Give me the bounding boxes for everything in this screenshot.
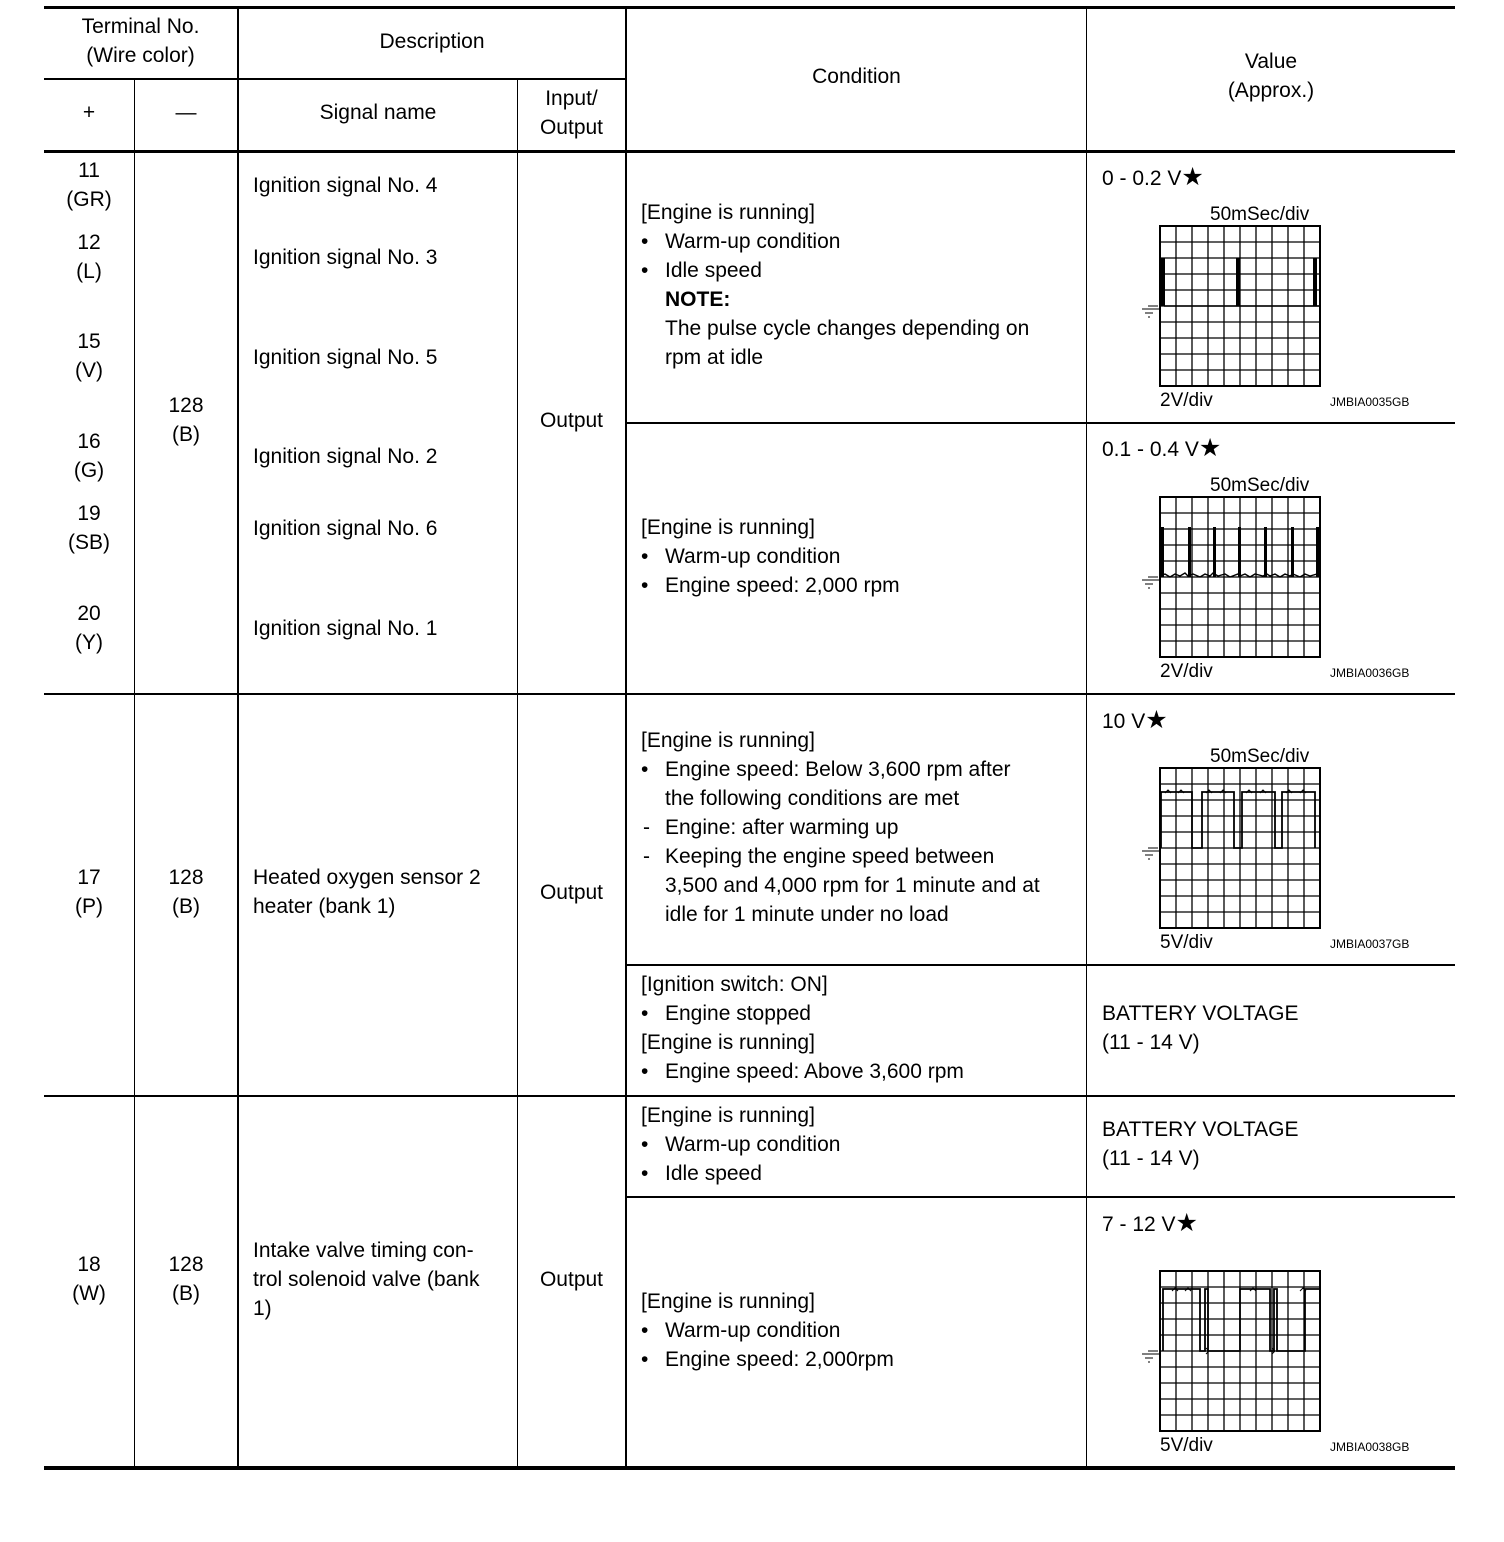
- terminal-18: [44, 1250, 134, 1308]
- ivt-io: Output: [539, 1268, 604, 1291]
- figure-code: JMBIA0035GB: [1330, 395, 1410, 409]
- condition-bullet: • Warm-up condition: [641, 1316, 894, 1345]
- terminal-19: [44, 499, 134, 557]
- header-io-line2: Output: [539, 116, 604, 139]
- wire-color: (SB): [68, 531, 110, 554]
- col-line-cond: [625, 6, 627, 1468]
- value-text: 0.1 - 0.4 V: [1102, 438, 1199, 461]
- ignition-condition-1: [641, 198, 1029, 372]
- condition-bullet: • Engine speed: 2,000rpm: [641, 1345, 894, 1374]
- condition-head: [Engine is running]: [641, 201, 815, 224]
- value-text: BATTERY VOLTAGE: [1102, 1002, 1299, 1025]
- header-value-line2: (Approx.): [1227, 79, 1315, 102]
- signal-ignition-3: Ignition signal No. 3: [253, 246, 438, 269]
- ignition-minus-terminal: [135, 391, 237, 449]
- ivt-condition-2: [641, 1287, 894, 1374]
- ivt-value-1: [1102, 1115, 1298, 1173]
- wire-color: (B): [172, 895, 200, 918]
- signal-ignition-6: Ignition signal No. 6: [253, 517, 438, 540]
- header-minus: —: [175, 101, 197, 124]
- figure-code: JMBIA0038GB: [1330, 1440, 1410, 1454]
- value-text: BATTERY VOLTAGE: [1102, 1118, 1299, 1141]
- ignition-condition-2: [641, 513, 900, 600]
- condition-continuation: 3,500 and 4,000 rpm for 1 minute and at: [665, 874, 1040, 897]
- value-text: 7 - 12 V: [1102, 1213, 1176, 1236]
- signal-ignition-4: Ignition signal No. 4: [253, 174, 438, 197]
- scope-time-label: 50mSec/div: [1210, 746, 1310, 767]
- heater-io: Output: [539, 881, 604, 904]
- condition-note-label: NOTE:: [665, 288, 731, 311]
- terminal-12: [44, 228, 134, 286]
- signal-line: Intake valve timing con-: [253, 1239, 474, 1262]
- header-signal-name: Signal name: [319, 101, 437, 124]
- terminal-number: 17: [77, 866, 101, 889]
- condition-bullet: • Idle speed: [641, 1159, 840, 1188]
- terminal-17: [44, 863, 134, 921]
- scope-volt-label: 2V/div: [1160, 390, 1213, 411]
- row-divider-1: [44, 693, 1455, 695]
- condition-note-text: rpm at idle: [665, 346, 764, 369]
- terminal-number: 18: [77, 1253, 101, 1276]
- condition-dash: - Keeping the engine speed between: [641, 842, 1040, 871]
- condition-note-text: The pulse cycle changes depending on: [665, 317, 1030, 340]
- ivt-value-2: [1102, 1209, 1198, 1239]
- row-divider-2: [44, 1095, 1455, 1097]
- scope-volt-label: 5V/div: [1160, 932, 1213, 953]
- value-text: (11 - 14 V): [1102, 1147, 1200, 1170]
- waveform-ignition-idle: [1130, 199, 1440, 414]
- signal-line: heater (bank 1): [253, 895, 396, 918]
- header-bottom-line: [44, 150, 1455, 153]
- condition-bullet: • Warm-up condition: [641, 1130, 840, 1159]
- condition-bullet: • Engine speed: Below 3,600 rpm after: [641, 755, 1040, 784]
- ivt-condition-1: [641, 1101, 840, 1188]
- wire-color: (W): [72, 1282, 106, 1305]
- header-terminal-no: [44, 12, 237, 70]
- condition-bullet: • Warm-up condition: [641, 542, 900, 571]
- condition-head: [Engine is running]: [641, 729, 815, 752]
- signal-heater: [253, 863, 481, 921]
- value-text: 10 V: [1102, 710, 1146, 733]
- scope-time-label: 50mSec/div: [1210, 475, 1310, 496]
- heater-value-1: [1102, 706, 1168, 736]
- terminal-number: 15: [77, 330, 101, 353]
- condition-dash: - Engine: after warming up: [641, 813, 1040, 842]
- condition-bullet: • Engine speed: 2,000 rpm: [641, 571, 900, 600]
- header-condition: Condition: [812, 65, 901, 88]
- heater-minus-terminal: [135, 863, 237, 921]
- star-icon: ★: [1175, 1209, 1198, 1237]
- wire-color: (V): [75, 359, 103, 382]
- terminal-number: 19: [77, 502, 101, 525]
- condition-head: [Ignition switch: ON]: [641, 973, 828, 996]
- star-icon: ★: [1181, 163, 1204, 191]
- signal-line: 1): [253, 1297, 272, 1320]
- condition-continuation: the following conditions are met: [665, 787, 960, 810]
- condition-head: [Engine is running]: [641, 1290, 815, 1313]
- terminal-number: 20: [77, 602, 101, 625]
- wire-color: (B): [172, 1282, 200, 1305]
- col-line-io: [517, 80, 518, 1468]
- header-input-output: [518, 84, 625, 142]
- terminal-number: 128: [168, 866, 204, 889]
- signal-ignition-1: Ignition signal No. 1: [253, 617, 438, 640]
- terminal-number: 12: [77, 231, 101, 254]
- header-value: [1087, 47, 1455, 105]
- table-bottom-border: [44, 1466, 1455, 1470]
- terminal-number: 128: [168, 394, 204, 417]
- header-terminal-line2: (Wire color): [86, 44, 195, 67]
- value-text: 0 - 0.2 V: [1102, 167, 1182, 190]
- signal-ignition-5: Ignition signal No. 5: [253, 346, 438, 369]
- terminal-20: [44, 599, 134, 657]
- scope-volt-label: 5V/div: [1160, 1435, 1213, 1456]
- condition-head: [Engine is running]: [641, 1104, 815, 1127]
- terminal-number: 16: [77, 430, 101, 453]
- table-top-border: [44, 6, 1455, 9]
- sub-divider-ivt: [626, 1196, 1455, 1198]
- terminal-number: 128: [168, 1253, 204, 1276]
- heater-condition-2: [641, 970, 964, 1086]
- heater-value-2: [1102, 999, 1298, 1057]
- waveform-ivt: [1130, 1244, 1440, 1459]
- header-io-line1: Input/: [545, 87, 598, 110]
- star-icon: ★: [1145, 706, 1168, 734]
- wire-color: (B): [172, 423, 200, 446]
- condition-bullet: • Engine stopped: [641, 999, 964, 1028]
- wire-color: (G): [73, 459, 105, 482]
- wire-color: (Y): [75, 631, 103, 654]
- sub-divider-heater: [626, 964, 1455, 966]
- figure-code: JMBIA0037GB: [1330, 937, 1410, 951]
- header-value-line1: Value: [1244, 50, 1298, 73]
- signal-ignition-2: Ignition signal No. 2: [253, 445, 438, 468]
- header-description: Description: [379, 30, 485, 53]
- ignition-io: Output: [539, 409, 604, 432]
- waveform-ignition-2000rpm: [1130, 470, 1440, 685]
- sub-divider-ign: [626, 422, 1455, 424]
- header-mid-line: [44, 78, 626, 80]
- scope-time-label: 50mSec/div: [1210, 204, 1310, 225]
- col-line-value: [1086, 6, 1087, 1468]
- signal-line: Heated oxygen sensor 2: [253, 866, 481, 889]
- header-plus: +: [82, 101, 96, 124]
- wire-color: (GR): [66, 188, 112, 211]
- waveform-heater: [1130, 741, 1440, 956]
- ignition-value-1: [1102, 163, 1204, 193]
- star-icon: ★: [1198, 434, 1222, 462]
- condition-bullet: • Warm-up condition: [641, 227, 1029, 256]
- terminal-16: [44, 427, 134, 485]
- condition-continuation: idle for 1 minute under no load: [665, 903, 949, 926]
- figure-code: JMBIA0036GB: [1330, 666, 1410, 680]
- terminal-number: 11: [78, 159, 100, 182]
- ignition-value-2: [1102, 434, 1221, 464]
- condition-bullet: • Engine speed: Above 3,600 rpm: [641, 1057, 964, 1086]
- wire-color: (P): [75, 895, 103, 918]
- signal-line: trol solenoid valve (bank: [253, 1268, 480, 1291]
- wire-color: (L): [76, 260, 102, 283]
- col-line-desc: [237, 6, 239, 1468]
- terminal-15: [44, 327, 134, 385]
- scope-volt-label: 2V/div: [1160, 661, 1213, 682]
- heater-condition-1: [641, 726, 1040, 929]
- condition-head: [Engine is running]: [641, 516, 815, 539]
- signal-ivt: [253, 1236, 479, 1323]
- header-terminal-line1: Terminal No.: [81, 15, 200, 38]
- condition-head: [Engine is running]: [641, 1031, 815, 1054]
- value-text: (11 - 14 V): [1102, 1031, 1200, 1054]
- ivt-minus-terminal: [135, 1250, 237, 1308]
- terminal-11: [44, 156, 134, 214]
- condition-bullet: • Idle speed: [641, 256, 1029, 285]
